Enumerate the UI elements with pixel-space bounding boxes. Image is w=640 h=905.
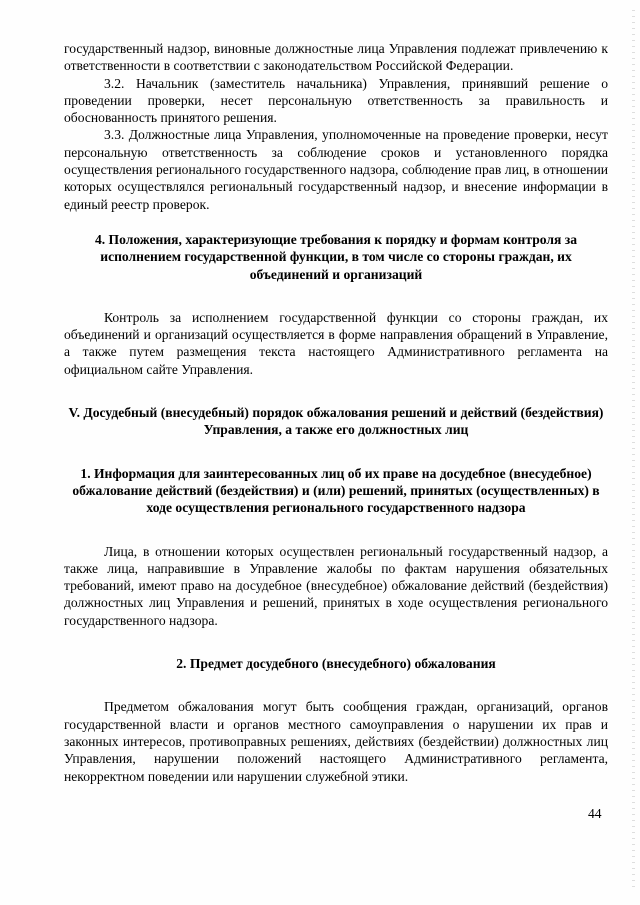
- paragraph-appeal-subject: Предметом обжалования могут быть сообщения граждан, организаций, органов государственной власти и органов местного самоуправления о нарушении их прав и законных интересов, противоправных решениях, действиях (бездействии) должностных лиц Управления, нарушении положений настоящего Административного регламента, некорректном поведении или нарушении служебной этики.: [64, 699, 608, 784]
- paragraph-continuation: государственный надзор, виновные должностные лица Управления подлежат привлечению к ответственности в соответствии с законодательством Российской Федерации.: [64, 41, 608, 74]
- paragraph-3-2: 3.2. Начальник (заместитель начальника) Управления, принявший решение о проведении проверки, несет персональную ответственность за правильность и обоснованность принятого решения.: [64, 75, 608, 126]
- page-number: 44: [588, 806, 602, 821]
- subsection-1-heading: 1. Информация для заинтересованных лиц об их праве на досудебное (внесудебное) обжалование действий (бездействия) и (или) решений, принятых (осуществленных) в ходе осуществления регионального государственного надзора: [72, 465, 600, 516]
- paragraph-appeal-right: Лица, в отношении которых осуществлен региональный государственный надзор, а также лица, направившие в Управление жалобы по фактам нарушения обязательных требований, имеют право на досудебное (внесудебное) обжалование действий (бездействия) должностных лиц Управления и решений, принятых в ходе осуществления регионального государственного надзора.: [64, 543, 608, 628]
- paragraph-3-3: 3.3. Должностные лица Управления, уполномоченные на проведение проверки, несут персональную ответственность за соблюдение сроков и установленного порядка осуществления регионального государственного надзора, соблюдение прав лиц, в отношении которых осуществлялся региональный государственный надзор, и внесение информации в единый реестр проверок.: [64, 127, 608, 212]
- section-4-heading: 4. Положения, характеризующие требования к порядку и формам контроля за исполнением государственной функции, в том числе со стороны граждан, их объединений и организаций: [94, 231, 578, 282]
- paragraph-control: Контроль за исполнением государственной функции со стороны граждан, их объединений и организаций осуществляется в форме направления обращений в Управление, а также путем размещения текста настоящего Административного регламента на официальном сайте Управления.: [64, 309, 608, 377]
- section-V-heading: V. Досудебный (внесудебный) порядок обжалования решений и действий (бездействия) Управления, а также его должностных лиц: [68, 405, 604, 438]
- scan-edge-marks: [632, 10, 635, 890]
- subsection-2-heading: 2. Предмет досудебного (внесудебного) обжалования: [176, 656, 496, 672]
- page-content: [64, 40, 608, 785]
